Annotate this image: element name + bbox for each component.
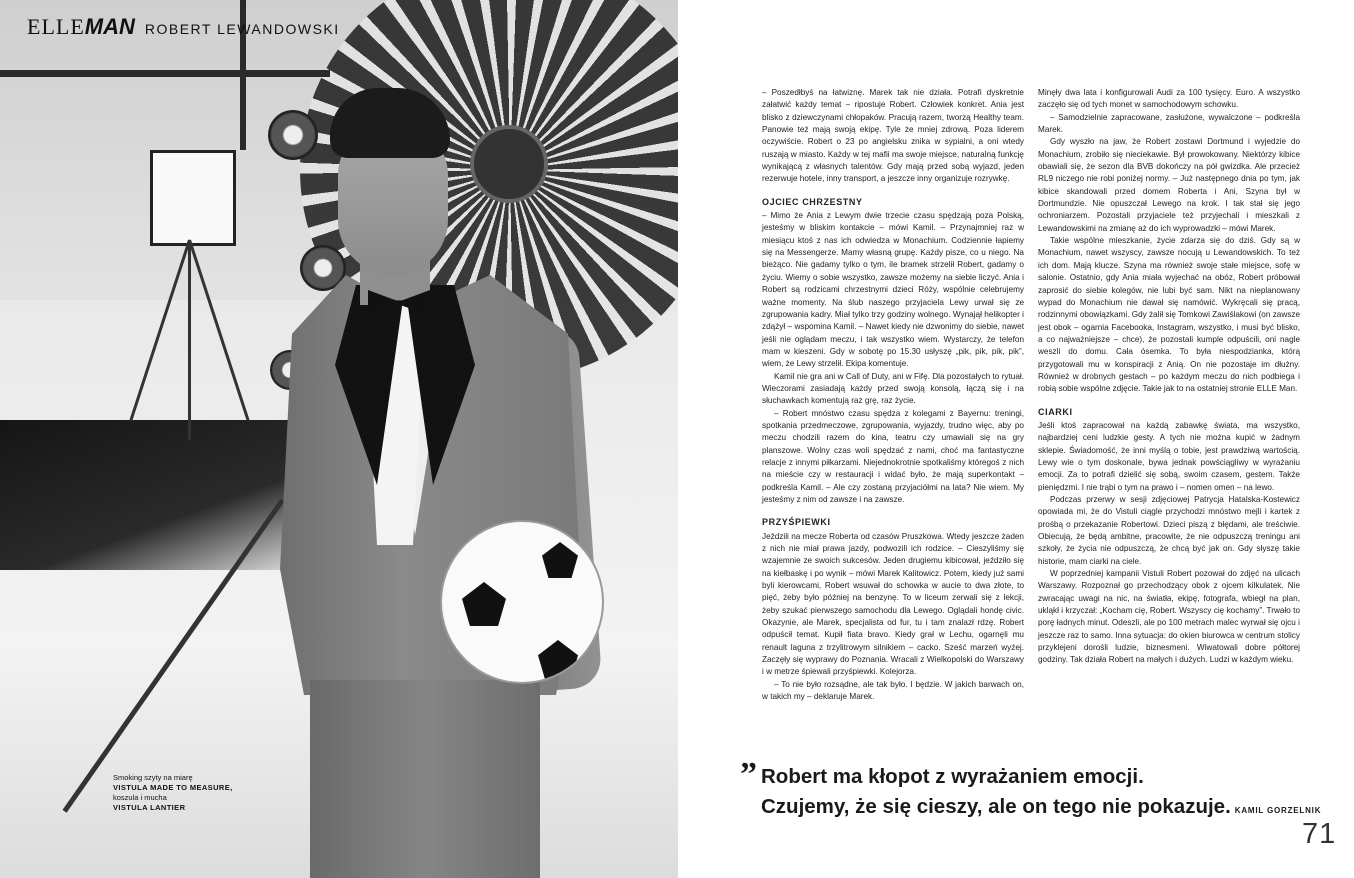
subheading: OJCIEC CHRZESTNY <box>762 196 863 207</box>
paragraph: Gdy wyszło na jaw, że Robert zostawi Dortmund i wyjedzie do Monachium, zrobiło się nieciekawie. Był prowokowany. Niektórzy kibice obawiali się, że sezon dla BVB dokończy na pół gwizdka. Ale przecież RL9 niczego nie robi poniżej normy. – Już następnego dnia po tym, jak kibice skandowali przed domem Roberta i Ani, Szyna był w Dortmundzie. Nie opuszczał Lewego na krok. I tak stał się jego ochroniarzem. Pozostali przyjaciele też przyjechali i mieszkali z Lewandowskimi na zmianę aż do ich wyprowadzki – mówi Marek. <box>1038 137 1300 233</box>
photo-credit <box>113 773 233 813</box>
paragraph: Minęły dwa lata i konfigurowali Audi za 100 tysięcy. Euro. A wszystko zaczęło się od tych monet w samochodowym schowku. <box>1038 88 1300 110</box>
paragraph: Jeśli ktoś zapracował na każdą zabawkę świata, ma wszystko, najbardziej ceni ludzkie gesty. A tych nie można kupić w żadnym sklepie. Świadomość, że inni myślą o tobie, jest prawdziwą wartością. Lewy wie o tym doskonale, bywa jednak powściągliwy w wyrażaniu emocji. Za to potrafi dzielić się sobą, swoim czasem, gestem. Także pieniędzmi. I nie trąbi o tym na prawo i – nomen omen – na lewo. <box>1038 420 1300 492</box>
pull-quote-line: Robert ma kłopot z wyrażaniem emocji. <box>761 765 1144 788</box>
text-column-2 <box>1038 87 1300 667</box>
credit-line: Smoking szyty na miarę <box>113 773 193 782</box>
paragraph: W poprzedniej kampanii Vistuli Robert pozował do zdjęć na ulicach Warszawy. Rozpoznał go przechodzący obok z ojcem kilkulatek. Nie zwracając uwagi na nic, na światła, ekipę, fotografa, wbiegł na plan, ukląkł i krzyczał: „Kocham cię, Robert. Wszyscy cię kochamy”. Trwało to porę ładnych minut. Odeszli, ale po 100 metrach malec wyrwał się ojcu i jeszcze raz to samo. Inna sytuacja: do okien biurowca w centrum stolicy przyklejeni dorośli ludzie, biznesmeni. Wiwatowali dobre półtorej godziny. Tak działa Robert na małych i dużych. Ludzi w każdym wieku. <box>1038 569 1300 665</box>
paragraph: Kamil nie gra ani w Call of Duty, ani w Fifę. Dla pozostałych to rytuał. Wieczorami zasiadają każdy przed swoją konsolą, łączą się i na słuchawkach komentują raz grę, raz życie. <box>762 371 1024 406</box>
magazine-masthead <box>27 14 340 40</box>
section-label: ROBERT LEWANDOWSKI <box>144 21 340 37</box>
ball-panel <box>462 582 506 626</box>
pull-quote-line <box>761 792 1320 826</box>
subheading: PRZYŚPIEWKI <box>762 517 831 528</box>
model-figure <box>280 70 620 878</box>
credit-line: VISTULA LANTIER <box>113 803 186 812</box>
paragraph: – To nie było rozsądne, ale tak było. I będzie. W jakich barwach on, w takich my – deklaruje Marek. <box>762 679 1024 702</box>
credit-line: koszula i mucha <box>113 793 167 802</box>
quote-author: KAMIL GORZELNIK <box>1234 806 1322 815</box>
page-number: 71 <box>1302 818 1337 850</box>
brand-logo: ELLEMAN <box>27 14 135 39</box>
paragraph: Jeździli na mecze Roberta od czasów Pruszkowa. Wtedy jeszcze żaden z nich nie miał prawa jazdy, podwozili ich rodzice. – Cieszyliśmy się wzajemnie ze swoich sukcesów. Jeden drugiemu kibicował, jeździło się na kiełbaskę i po wynik – mówi Marek Kalitowicz. Potem, kiedy już sami byli kierowcami, Robert wsuwał do schowka w aucie to dwa złote, to pięć, żeby było później na benzynę. To w liceum zerwali się z lekcji, żeby szukać pierwszego samochodu dla Lewego. Oglądali hondę civic. Okazynie, ale Marek, specjalista od fur, tu i tam znalazł rdzę. Robert odpuścił temat. Kupił fiata bravo. Kiedy grał w Lechu, ogarnęli mu renault laguna z trzylitrowym silnikiem – cacko. Sześć marzeń wyżej. Zaczęły się wyprawy do Poznania. Wracali z Wielkopolski do Warszawy i w metrze śpiewali przyśpiewki. Kolejorza. <box>762 531 1024 677</box>
subheading: CIARKI <box>1038 406 1073 417</box>
pull-quote-text: Czujemy, że się cieszy, ale on tego nie pokazuje. <box>761 795 1231 818</box>
paragraph: Takie wspólne mieszkanie, życie zdarza się do dziś. Gdy są w Monachium, nawet wszyscy, zawsze nocują u Lewandowskich. To też ich dom. Mają klucze. Szyna ma również swoje stałe miejsce, sofę w salonie. Ostatnio, gdy Ania miała wyjechać na obóz, Robert próbował zaprosić do siebie kolegów, nie lubi być sam. Nikt na nieplanowany wypad do Monachium nie dawał się namówić. Wykręcali się pracą, rodzinnymi obowiązkami. Gdy żalił się Tomkowi Zawiślakowi (on zawsze jest obok – ogarnia Facebooka, Instagram, wszystko, i musi być blisko, a co najważniejsze – chce), że pozostali kumple odpuścili, oni nagle weszli do domu. Cała ósemka. To była niespodzianka, którą przygotowali mu w konspiracji z Anią. On nie pozostaje im dłużny. Również w drobnych gestach – po każdym meczu do nich podbiega i robią sobie wspólne zdjęcie. Takie jak to na ostatniej stronie ELLE Man. <box>1038 236 1300 394</box>
pull-quote <box>740 756 1322 826</box>
quote-mark: ” <box>740 756 757 793</box>
text-column-1 <box>762 87 1024 704</box>
football <box>440 520 604 684</box>
light-stand-pole <box>188 240 191 440</box>
credit-line: VISTULA MADE TO MEASURE, <box>113 783 233 792</box>
paragraph: – Robert mnóstwo czasu spędza z kolegami z Bayernu: treningi, spotkania przedmeczowe, zgrupowania, wyjazdy, trudno więc, aby po meczu chodzili razem do kina, teatru czy umawiali się na gry planszowe. Wolny czas woli spędzać z nami, choć ma fantastyczne relacje z innymi piłkarzami. Niejednokrotnie spotkaliśmy któregoś z nich na mieście czy w restauracji i widać było, że mają superkontakt – podkreśla Kamil. – Ale czy zostaną przyjaciółmi na lata? Nie wiem. My jesteśmy z nim od zawsze i na zawsze. <box>762 408 1024 504</box>
trousers <box>310 680 540 878</box>
softbox <box>150 150 236 246</box>
paragraph: – Samodzielnie zapracowane, zasłużone, wywalczone – podkreśla Marek. <box>1038 112 1300 135</box>
hair <box>330 88 450 158</box>
paragraph: – Mimo że Ania z Lewym dwie trzecie czasu spędzają poza Polską, jesteśmy w bliskim kontakcie – mówi Kamil. – Przynajmniej raz w miesiącu ktoś z nas ich odwiedza w Monachium. Codziennie łapiemy się na Messengerze. Mamy własną grupę. Każdy pisze, co u niego. Na bieżąco. Nie gadamy tylko o tym, ile bramek strzelił Robert, gadamy o życiu. Wiemy o sobie wszystko, zawsze możemy na siebie liczyć. Ania i Robert są rodzicami chrzestnymi dzieci Róży, wspólnie celebrujemy ważne momenty. Na ślub naszego przyjaciela Lewy urwał się ze zgrupowania kadry. Miał tylko trzy godziny wolnego. Wynajął helikopter i zdążył – wspomina Kamil. – Nawet kiedy nie dzwonimy do siebie, nawet jeśli nie oglądam meczu, i tak wszystko wiem. Wystarczy, że telefon mam w kieszeni. Gdy w sobotę po 15.30 usłyszę „pik, pik, pik, pik”, wiem, że Lewy strzelił. Ekipa komentuje. <box>762 211 1024 369</box>
ball-panel <box>542 542 578 578</box>
ball-panel <box>538 640 578 680</box>
paragraph: – Poszedłbyś na łatwiznę. Marek tak nie działa. Potrafi dyskretnie załatwić każdy temat – ripostuje Robert. Człowiek konkret. Ania jest blisko z dziewczynami chłopaków. Pracują razem, tworzą Healthy team. Panowie też mają swoją ekipę. Tyle że mniej zdrową. Poza liderem oczywiście. Robert o 23 po angielsku znika w sypialni, a oni wtedy ruszają w miasto. Każdy w tej mafii ma swoje miejsce, naturalną funkcję wynikającą z własnych talentów. Gdy mają przed sobą wyjazd, jeden rezerwuje hotele, inny transport, a jeszcze inny organizuje rozrywkę. <box>762 88 1024 184</box>
paragraph: Podczas przerwy w sesji zdjęciowej Patrycja Hatalska-Kostewicz opowiada mi, że do Vistuli ciągle przychodzi mnóstwo mejli i kartek z prośbą o przekazanie Robertowi. Dzieci piszą z błędami, ale treściwie. Obiecują, że będą ambitne, pracowite, że nie odpuszczą treningu ani szkoły, że życia nie odpuszczą, że chcą być jak on. Gdy słyszę takie historie, mam ciarki na ciele. <box>1038 495 1300 566</box>
